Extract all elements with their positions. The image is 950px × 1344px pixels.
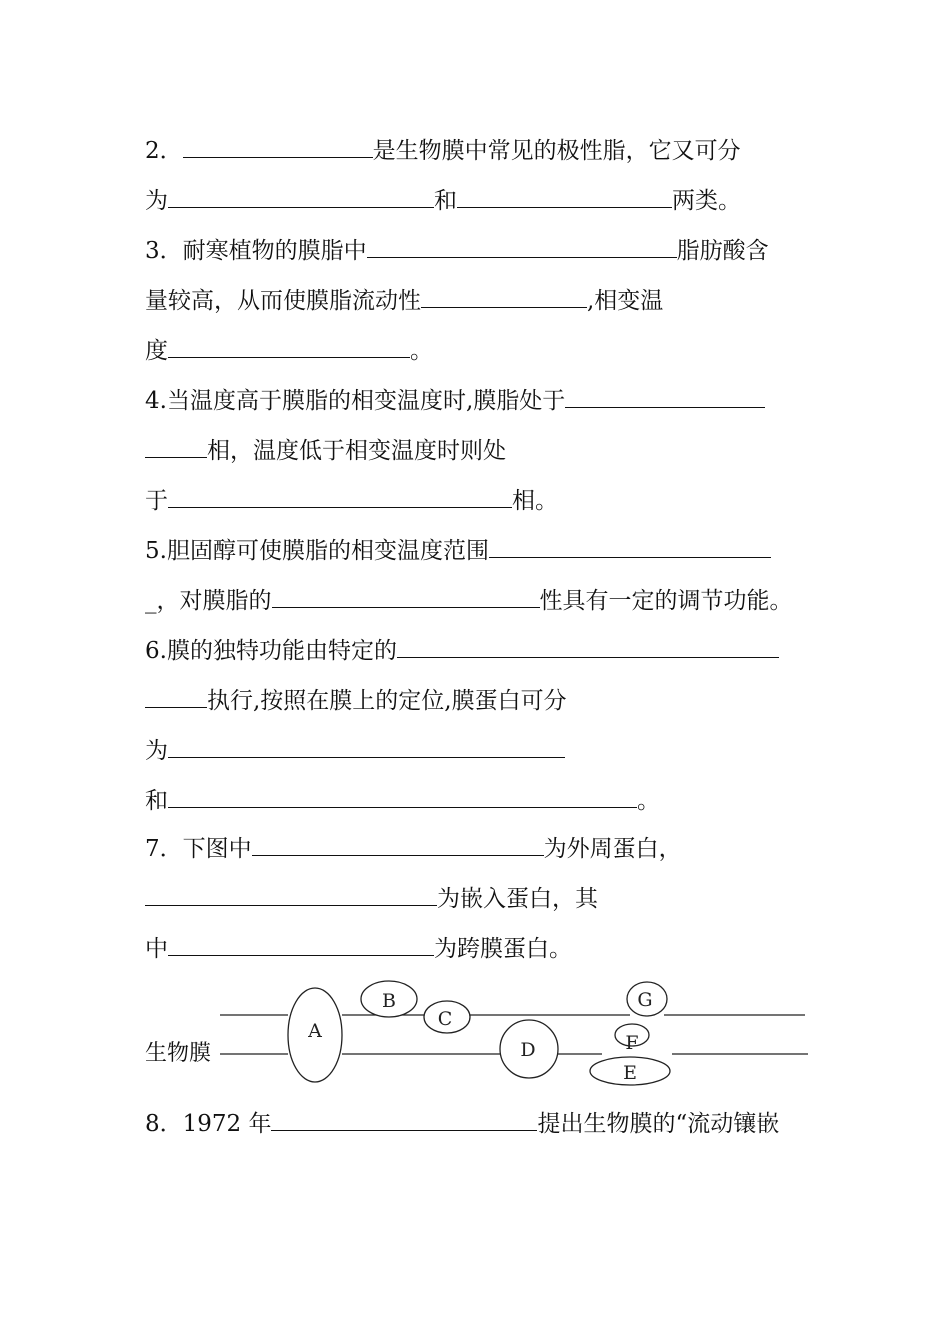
q3-text-6: 。	[410, 338, 433, 364]
q3-text-1: 3．耐寒植物的膜脂中	[145, 238, 367, 264]
q7-line2	[145, 883, 598, 913]
q3-line2	[145, 285, 663, 315]
protein-c-label: C	[437, 1008, 453, 1030]
q4-text-4: 相。	[512, 488, 558, 514]
q6-text-2: 执行,按照在膜上的定位,膜蛋白可分	[207, 688, 567, 714]
q5-text-3: 性具有一定的调节功能。	[539, 588, 793, 614]
q5-line2	[145, 585, 793, 615]
q3-line3	[145, 335, 433, 365]
q7-text-3: 为嵌入蛋白，其	[437, 886, 598, 912]
q4-blank-1-cont[interactable]	[145, 435, 207, 458]
q6-text-3: 为	[145, 738, 168, 764]
q2-blank-3[interactable]	[457, 185, 672, 208]
q4-blank-1[interactable]	[565, 385, 765, 408]
q2-line1	[145, 135, 741, 165]
q7-blank-1[interactable]	[252, 833, 544, 856]
q3-blank-1[interactable]	[367, 235, 677, 258]
protein-d-label: D	[520, 1039, 536, 1061]
q4-text-3: 于	[145, 488, 168, 514]
membrane-diagram-svg	[140, 975, 820, 1095]
protein-b-label: B	[382, 990, 396, 1012]
q6-blank-1[interactable]	[397, 635, 779, 658]
q2-text-2: 为	[145, 188, 168, 214]
q5-text-1: 5.胆固醇可使膜脂的相变温度范围	[145, 538, 489, 564]
membrane-diagram	[140, 975, 820, 1095]
q5-line1	[145, 535, 771, 565]
protein-a-label: A	[308, 1020, 322, 1042]
q2-text-4: 两类。	[672, 188, 741, 214]
q7-text-4: 中	[145, 936, 168, 962]
q4-text-1: 4.当温度高于膜脂的相变温度时,膜脂处于	[145, 388, 566, 414]
protein-f-label: F	[625, 1032, 639, 1054]
q7-text-2: 为外周蛋白，	[543, 836, 682, 862]
q2-line2	[145, 185, 741, 215]
q6-line4	[145, 785, 660, 815]
q3-text-5: 度	[145, 338, 168, 364]
q6-text-4: 和	[145, 788, 168, 814]
q6-blank-2[interactable]	[168, 735, 565, 758]
q7-text-1: 7．下图中	[145, 836, 252, 862]
q4-line2	[145, 435, 506, 465]
q6-text-1: 6.膜的独特功能由特定的	[145, 638, 397, 664]
q3-blank-2[interactable]	[421, 285, 587, 308]
q8-text-1: 8．1972 年	[145, 1111, 272, 1137]
q2-blank-2[interactable]	[168, 185, 434, 208]
q7-line1	[145, 833, 682, 863]
q6-text-5: 。	[637, 788, 660, 814]
q4-blank-2[interactable]	[168, 485, 512, 508]
membrane-label: 生物膜	[145, 1041, 212, 1066]
q6-line2	[145, 685, 567, 715]
q7-blank-2[interactable]	[145, 883, 437, 906]
q6-line3	[145, 735, 565, 765]
q8-blank-1[interactable]	[271, 1108, 537, 1131]
q3-text-3: 量较高，从而使膜脂流动性	[145, 288, 421, 314]
q6-blank-3[interactable]	[168, 785, 637, 808]
q2-text-1: 是生物膜中常见的极性脂，它又可分	[372, 138, 741, 164]
protein-e-label: E	[623, 1062, 637, 1084]
q2-blank-1[interactable]	[183, 135, 373, 158]
q7-blank-3[interactable]	[168, 933, 434, 956]
protein-g-label: G	[637, 989, 653, 1011]
q3-blank-3[interactable]	[168, 335, 410, 358]
q7-text-5: 为跨膜蛋白。	[434, 936, 572, 962]
q8-text-2: 提出生物膜的“流动镶嵌	[537, 1111, 780, 1137]
q6-blank-1-cont[interactable]	[145, 685, 207, 708]
q6-line1	[145, 635, 779, 665]
q4-line1	[145, 385, 765, 415]
q7-line3	[145, 933, 572, 963]
q8-line1	[145, 1108, 779, 1138]
q3-text-2: 脂肪酸含	[676, 238, 769, 264]
q4-line3	[145, 485, 558, 515]
q5-blank-1[interactable]	[489, 535, 771, 558]
q4-text-2: 相，温度低于相变温度时则处	[207, 438, 506, 464]
q3-line1	[145, 235, 769, 265]
q2-text-3: 和	[434, 188, 457, 214]
q2-number: 2．	[145, 138, 183, 164]
q5-blank-2[interactable]	[272, 585, 540, 608]
q5-text-2: _，对膜脂的	[145, 588, 272, 614]
q3-text-4: ,相变温	[587, 288, 664, 314]
